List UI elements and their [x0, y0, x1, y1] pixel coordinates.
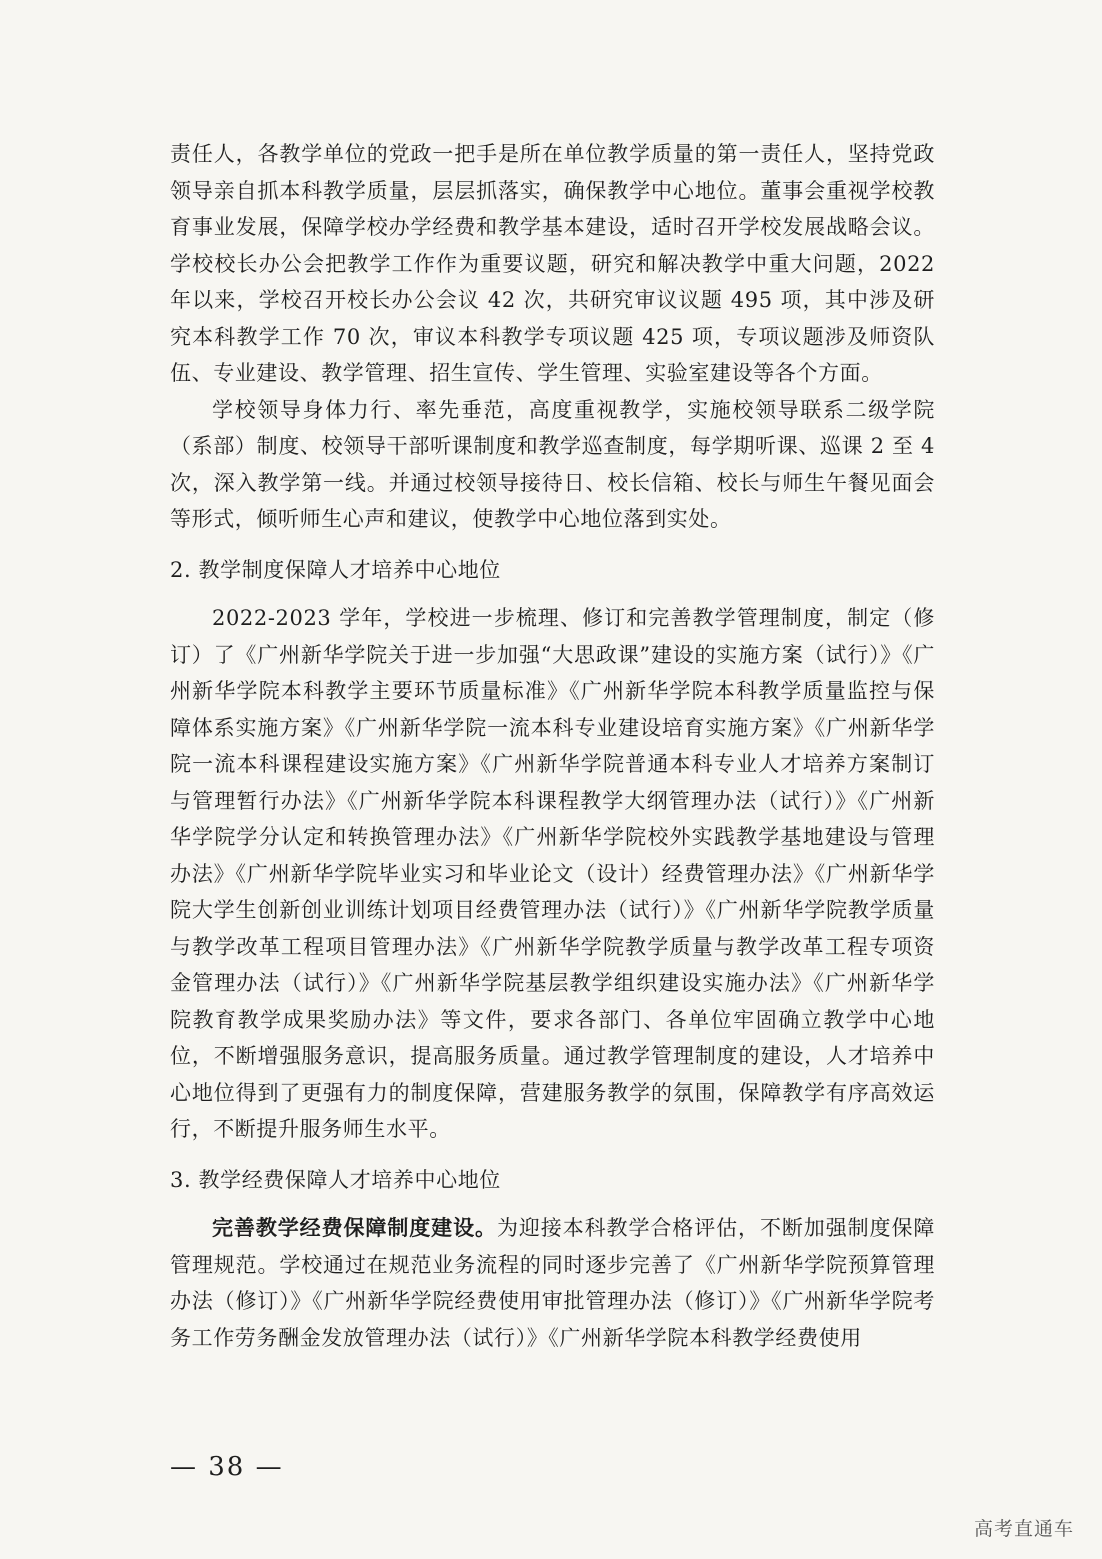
section-heading-2: 2. 教学制度保障人才培养中心地位: [170, 557, 501, 582]
watermark: 高考直通车: [973, 1518, 1074, 1540]
paragraph-4-lead: 完善教学经费保障制度建设。: [212, 1215, 497, 1240]
paragraph-3: 2022-2023 学年，学校进一步梳理、修订和完善教学管理制度，制定（修订）了《广州新华学院关于进一步加强“大思政课”建设的实施方案（试行）》《广州新华学院本科教学主要环节质量标准》《广州新华学院本科教学质量监控与保障体系实施方案》《广州新华学院一流本科专业建设培育实施方案》《广州新华学院一流本科课程建设实施方案》《广州新华学院普通本科专业人才培养方案制订与管理暂行办法》《广州新华学院本科课程教学大纲管理办法（试行）》《广州新华学院学分认定和转换管理办法》《广州新华学院校外实践教学基地建设与管理办法》《广州新华学院毕业实习和毕业论文（设计）经费管理办法》《广州新华学院大学生创新创业训练计划项目经费管理办法（试行）》《广州新华学院教学质量与教学改革工程项目管理办法》《广州新华学院教学质量与教学改革工程专项资金管理办法（试行）》《广州新华学院基层教学组织建设实施办法》《广州新华学院教育教学成果奖励办法》等文件，要求各部门、各单位牢固确立教学中心地位，不断增强服务意识，提高服务质量。通过教学管理制度的建设，人才培养中心地位得到了更强有力的制度保障，营建服务教学的氛围，保障教学有序高效运行，不断提升服务师生水平。: [170, 606, 935, 1141]
paragraph-4: [170, 1210, 935, 1356]
document-body: [170, 136, 935, 1356]
section-heading-3: 3. 教学经费保障人才培养中心地位: [170, 1167, 501, 1192]
paragraph-4-body: 为迎接本科教学合格评估，不断加强制度保障管理规范。学校通过在规范业务流程的同时逐步完善了《广州新华学院预算管理办法（修订）》《广州新华学院经费使用审批管理办法（修订）》《广州新华学院考务工作劳务酬金发放管理办法（试行）》《广州新华学院本科教学经费使用: [170, 1216, 935, 1350]
page-number: — 38 —: [170, 1452, 284, 1482]
paragraph-2: 学校领导身体力行、率先垂范，高度重视教学，实施校领导联系二级学院（系部）制度、校领导干部听课制度和教学巡查制度，每学期听课、巡课 2 至 4 次，深入教学第一线。并通过校领导接待日、校长信箱、校长与师生午餐见面会等形式，倾听师生心声和建议，使教学中心地位落到实处。: [170, 397, 935, 531]
paragraph-1: 责任人，各教学单位的党政一把手是所在单位教学质量的第一责任人，坚持党政领导亲自抓本科教学质量，层层抓落实，确保教学中心地位。董事会重视学校教育事业发展，保障学校办学经费和教学基本建设，适时召开学校发展战略会议。学校校长办公会把教学工作作为重要议题，研究和解决教学中重大问题，2022 年以来，学校召开校长办公会议 42 次，共研究审议议题 495 项，其中涉及研究本科教学工作 70 次，审议本科教学专项议题 425 项，专项议题涉及师资队伍、专业建设、教学管理、招生宣传、学生管理、实验室建设等各个方面。: [170, 142, 935, 385]
